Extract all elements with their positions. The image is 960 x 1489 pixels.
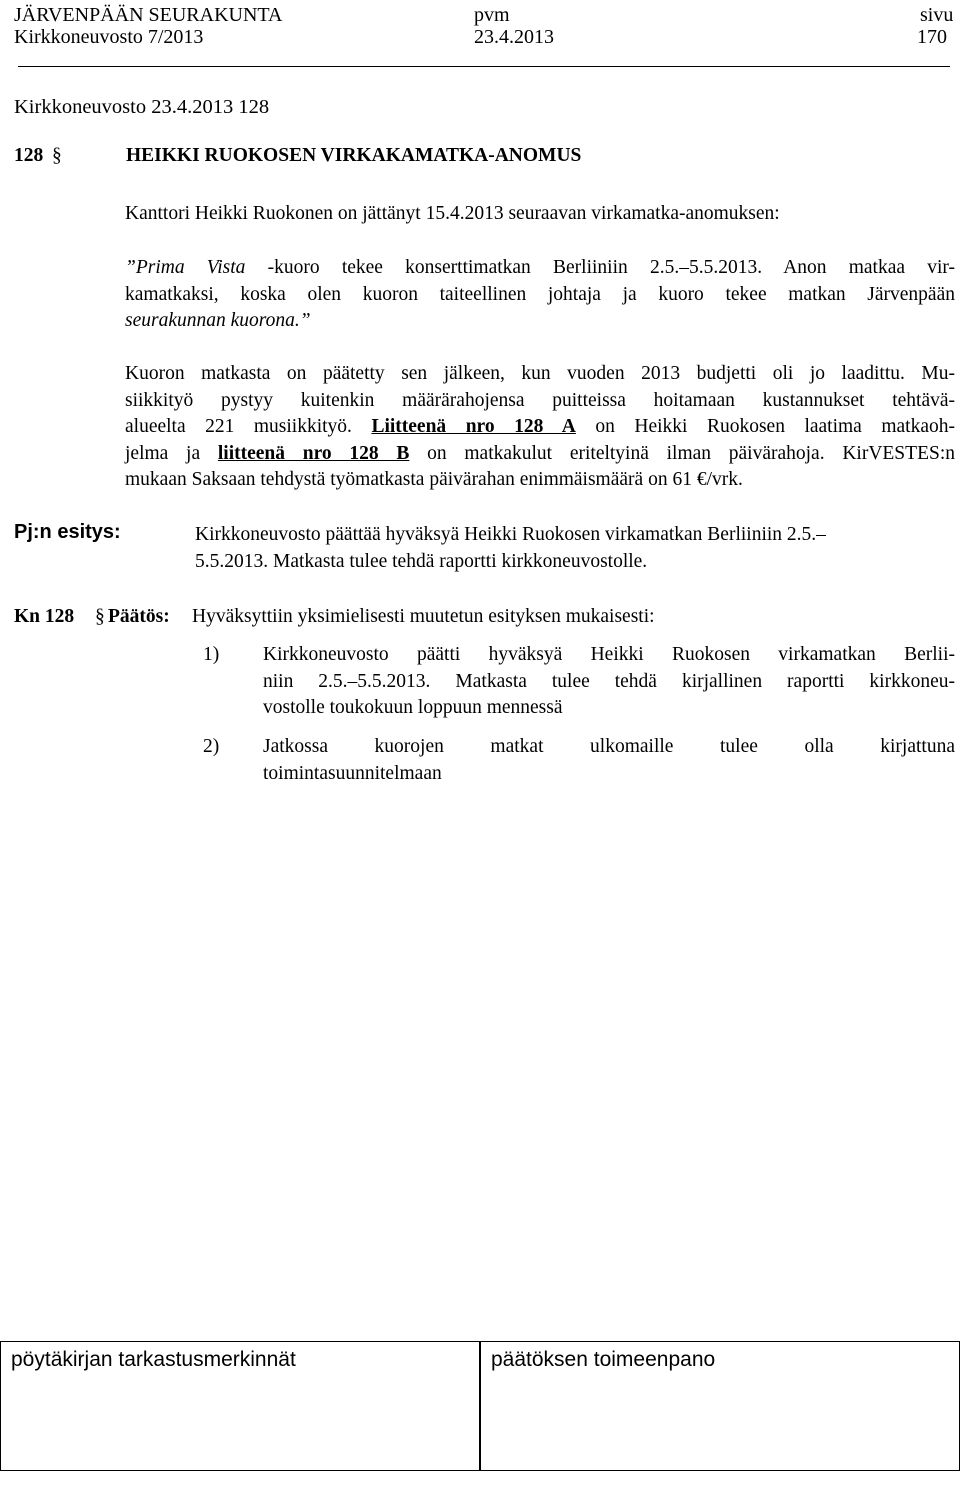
organization-name: JÄRVENPÄÄN SEURAKUNTA — [14, 4, 283, 26]
meeting-name: Kirkkoneuvosto 7/2013 — [14, 26, 204, 48]
item-line: niin 2.5.–5.5.2013. Matkasta tulee tehdä kirjallinen raportti kirkkoneu- — [263, 670, 955, 692]
attachment-link-128b[interactable]: liitteenä nro 128 B — [217, 442, 410, 464]
background-paragraph — [125, 361, 955, 494]
implementation-box — [480, 1341, 960, 1471]
decision-text: Hyväksyttiin yksimielisesti muutetun esityksen mukaisesti: — [192, 606, 655, 627]
attachment-link-128a[interactable]: Liitteenä nro 128 A — [371, 416, 576, 437]
paragraph-line: Kuoron matkasta on päätetty sen jälkeen, kun vuoden 2013 budjetti oli jo laadittu. Mu- — [125, 363, 955, 384]
item-line: toimintasuunnitelmaan — [263, 762, 442, 784]
item-number: 1) — [203, 644, 220, 665]
decision-item — [203, 642, 955, 722]
review-marks-label: pöytäkirjan tarkastusmerkinnät — [11, 1348, 296, 1371]
quoted-application — [125, 255, 955, 335]
section-mark: § — [52, 145, 62, 166]
paragraph-line: siikkityö pystyy kuitenkin määrärahojensa puitteissa hoitamaan kustannukset tehtävä- — [125, 389, 955, 411]
item-line: vostolle toukokuun loppuun mennessä — [263, 697, 563, 718]
paragraph-text: on Heikki Ruokosen laatima matkaoh- — [575, 416, 955, 437]
proposal-line: Kirkkoneuvosto päättää hyväksyä Heikki Ruokosen virkamatkan Berliiniin 2.5.– — [195, 524, 826, 545]
item-line: Jatkossa kuorojen matkat ulkomaille tulee olla kirjattuna — [263, 736, 955, 757]
proposal-label: Pj:n esitys: — [14, 521, 121, 543]
quote-text: kamatkaksi, koska olen kuoron taiteellinen johtaja ja kuoro tekee matkan Järvenpään — [125, 283, 955, 305]
decision-item — [203, 734, 955, 787]
paragraph-text: alueelta 221 musiikkityö. — [125, 416, 372, 437]
review-marks-box — [0, 1341, 480, 1471]
item-number: 2) — [203, 736, 220, 757]
date-label: pvm — [474, 4, 510, 26]
case-title: HEIKKI RUOKOSEN VIRKAKAMATKA-ANOMUS — [126, 145, 582, 166]
paragraph-line: mukaan Saksaan tehdystä työmatkasta päivärahan enimmäismäärä on 61 €/vrk. — [125, 469, 743, 490]
session-line: Kirkkoneuvosto 23.4.2013 128 — [14, 96, 270, 118]
intro-text: Kanttori Heikki Ruokonen on jättänyt 15.4.2013 seuraavan virkamatka-anomuksen: — [125, 203, 780, 224]
section-mark: § — [95, 606, 105, 627]
implementation-label: päätöksen toimeenpano — [491, 1348, 716, 1371]
decision-label: Päätös: — [108, 606, 170, 627]
proposal-line: 5.5.2013. Matkasta tulee tehdä raportti kirkkoneuvostolle. — [195, 551, 648, 572]
case-number: 128 — [14, 145, 44, 166]
paragraph-text: jelma ja — [125, 442, 218, 464]
page-label: sivu — [920, 4, 954, 26]
page-number: 170 — [917, 26, 947, 48]
decision-case-label: Kn 128 — [14, 606, 75, 627]
meeting-date: 23.4.2013 — [474, 26, 554, 48]
paragraph-text: on matkakulut eriteltyinä ilman päivärahoja. KirVESTES:n — [409, 442, 955, 464]
item-line: Kirkkoneuvosto päätti hyväksyä Heikki Ruokosen virkamatkan Berlii- — [263, 644, 955, 665]
header-divider — [18, 66, 950, 67]
quote-text: seurakunnan kuorona.” — [125, 310, 311, 331]
quote-text: -kuoro tekee konserttimatkan Berliiniin 2.5.–5.5.2013. Anon matkaa vir- — [267, 257, 955, 278]
choir-name: ”Prima Vista — [125, 257, 268, 278]
